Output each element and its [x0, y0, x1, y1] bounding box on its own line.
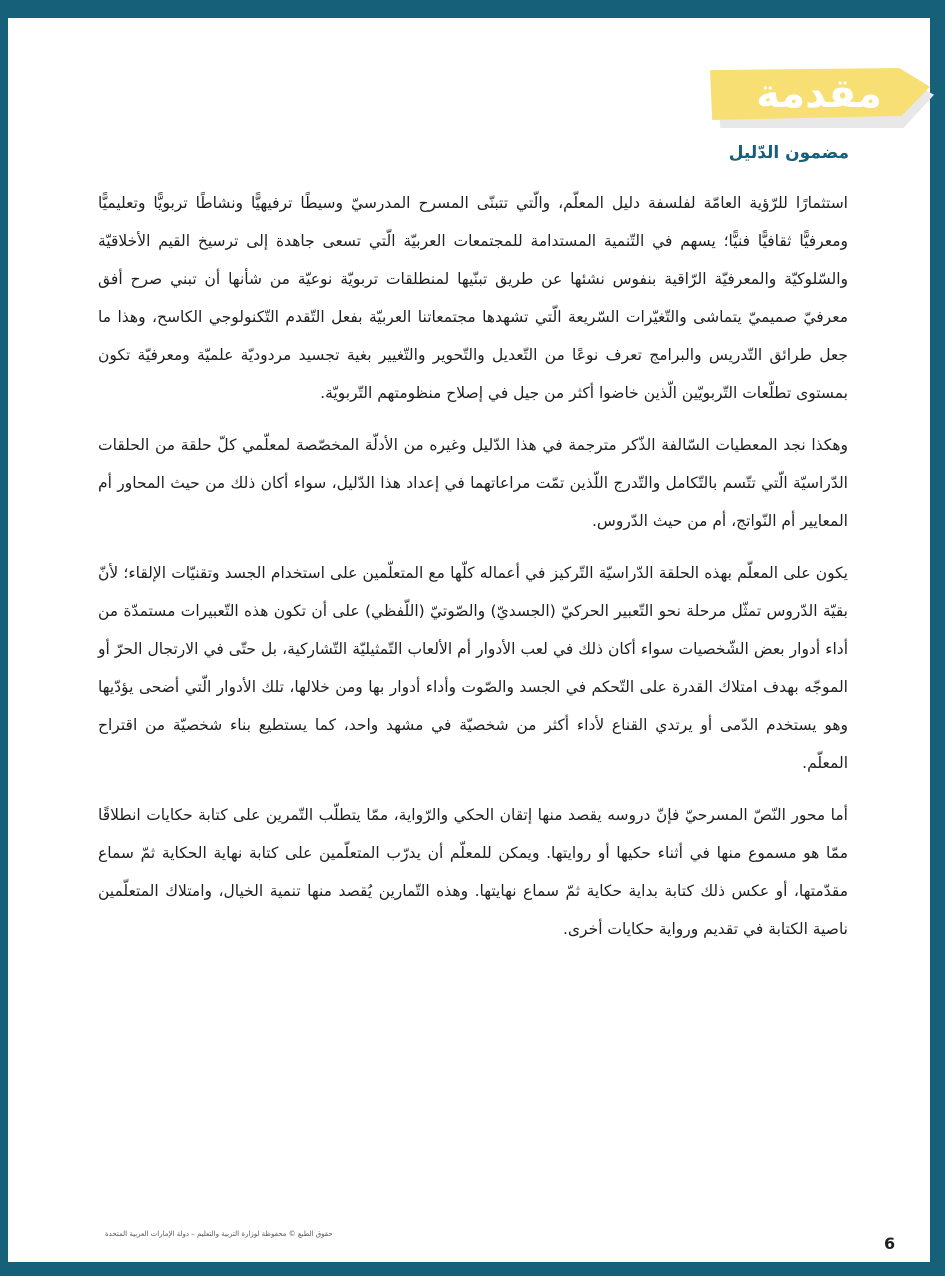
- page-frame-left: [0, 0, 8, 1276]
- paragraph-3: يكون على المعلّم بهذه الحلقة الدّراسيّة التّركيز في أعماله كلّها مع المتعلّمين على استخدام الجسد وتقنيّات الإلقاء؛ لأنّ بقيّة الدّروس تمثّل مرحلة نحو التّعبير الحركيّ (الجسديّ) والصّوتيّ (اللّفظي) على أن تكون هذه التّعبيرات مستمدّة من أداء أدوار بعض الشّخصيات سواء أكان ذلك في لعب الأدوار أم الألعاب التّمثيليّة التّشاركية، بل حتّى في الارتجال الحرّ أو الموجّه بهدف امتلاك القدرة على التّحكم في الجسد والصّوت وأداء أدوار بها ومن خلالها، تلك الأدوار الّتي أضحى يؤدّيها وهو يستخدم الدّمى أو يرتدي القناع لأداء أكثر من شخصيّة في مشهد واحد، كما يستطيع بناء شخصيّة من اقتراح المعلّم.: [98, 564, 848, 772]
- page-frame-top: [0, 0, 945, 18]
- paragraph-1: استثمارًا للرّؤية العامّة لفلسفة دليل المعلّم، والّتي تتبنّى المسرح المدرسيّ وسيطًا ترفيهيًّا ونشاطًا تربويًّا وتعليميًّا ومعرفيًّا ثقافيًّا فنيًّا؛ يسهم في التّنمية المستدامة للمجتمعات العربيّة الّتي تسعى جاهدة إلى ترسيخ القيم الأخلاقيّة والسّلوكيّة والمعرفيّة الرّاقية بنفوس نشئها عن طريق تبنّيها لمنطلقات تربويّة نوعيّة من شأنها أن تبني صرح أفق معرفيّ صميميّ يتماشى والتّغيّرات السّريعة الّتي تشهدها مجتمعاتنا العربيّة بفعل التّقدم التّكنولوجي الكاسح، وهذا ما جعل طرائق التّدريس والبرامج تعرف نوعًا من التّعديل والتّحوير والتّغيير بغية تجسيد مردوديّة علميّة ومعرفيّة تكون بمستوى تطلّعات التّربويّين الّذين خاضوا أكثر من جيل في إصلاح منظومتهم التّربويّة.: [98, 194, 848, 402]
- paragraph-4: أما محور النّصّ المسرحيّ فإنّ دروسه يقصد منها إتقان الحكي والرّواية، ممّا يتطلّب التّمرين على كتابة حكايات انطلاقًا ممّا هو مسموع منها في أثناء حكيها أو روايتها. ويمكن للمعلّم أن يدرّب المتعلّمين على كتابة نهاية الحكاية ثمّ سماع مقدّمتها، أو عكس ذلك كتابة بداية حكاية ثمّ سماع نهايتها. وهذه التّمارين يُقصد منها تنمية الخيال، وامتلاك المتعلّمين ناصية الكتابة في تقديم ورواية حكايات أخرى.: [98, 806, 848, 938]
- page-frame-bottom: [0, 1262, 945, 1276]
- body-text: [98, 184, 848, 962]
- copyright-note: حقوق الطبع © محفوظة لوزارة التربية والتعليم – دولة الإمارات العربية المتحدة: [105, 1230, 333, 1238]
- page-frame-right: [930, 0, 945, 1276]
- section-tag-title: مقدمة: [756, 71, 882, 117]
- paragraph-2: وهكذا نجد المعطيات السّالفة الذّكر مترجمة في هذا الدّليل وغيره من الأدلّة المخصّصة لمعلّمي كلّ حلقة من الحلقات الدّراسيّة الّتي تتّسم بالتّكامل والتّدرج اللّذين تمّت مراعاتهما في إعداد هذا الدّليل، سواء أكان ذلك من حيث المحاور أم المعايير أم النّواتج، أم من حيث الدّروس.: [98, 436, 848, 530]
- page-number: 6: [884, 1234, 896, 1253]
- section-subtitle: مضمون الدّليل: [728, 143, 849, 163]
